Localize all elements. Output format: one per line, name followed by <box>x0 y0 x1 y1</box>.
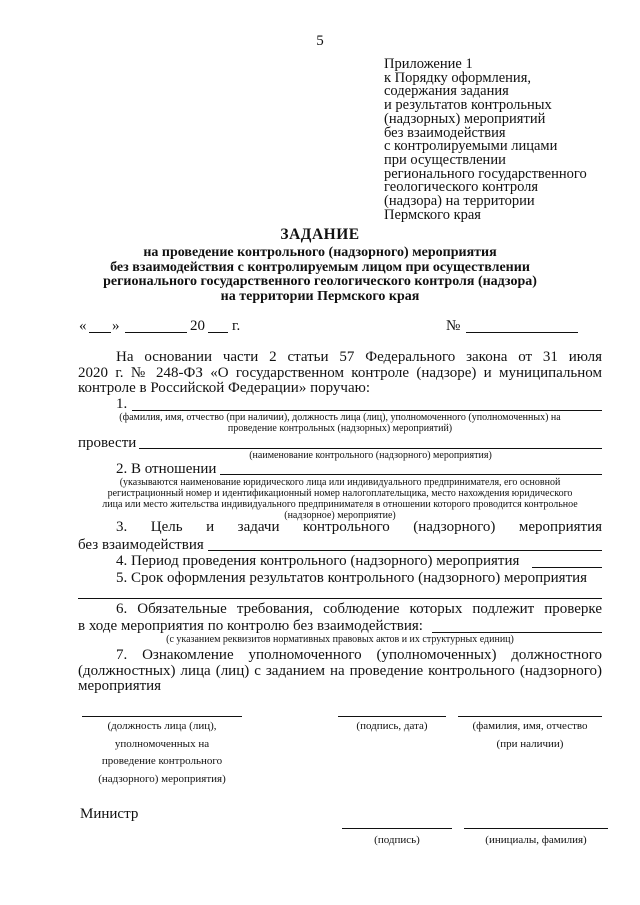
item3-field[interactable] <box>208 550 602 551</box>
item2-field[interactable] <box>220 474 602 475</box>
conduct-hint: (наименование контрольного (надзорного) мероприятия) <box>249 450 492 461</box>
hint-line: (фамилия, имя, отчество (при наличии), должность лица (лиц), уполномоченного (уполномоченных) на <box>119 412 561 423</box>
date-year-suffix: г. <box>232 318 241 334</box>
item6-text: 6. Обязательные требования, соблюдение которых подлежит проверке <box>116 601 602 617</box>
appendix-line: (надзора) на территории <box>384 193 535 210</box>
document-title: ЗАДАНИЕ <box>280 226 360 243</box>
item6-hint: (с указанием реквизитов нормативных правовых актов и их структурных единиц) <box>166 634 514 645</box>
hint-line: (надзорное) мероприятие) <box>284 510 396 521</box>
item3-text: 3. Цель и задачи контрольного (надзорного) мероприятия <box>116 519 602 535</box>
item7-line: (должностных) лица (лиц) с заданием на проведение контрольного (надзорного) <box>78 662 602 679</box>
conduct-field[interactable] <box>139 448 602 449</box>
basis-line: контроле в Российской Федерации» поручаю: <box>78 380 370 396</box>
conduct-label: провести <box>78 435 137 451</box>
minister-sign-caption: (подпись) <box>374 834 420 846</box>
date-open-quote: « <box>79 318 87 334</box>
caption-line: проведение контрольного <box>101 755 223 767</box>
item5-text: 5. Срок оформления результатов контрольного (надзорного) мероприятия <box>116 570 588 586</box>
item6-line2: в ходе мероприятия по контролю без взаимодействия: <box>78 618 423 634</box>
document-number-field[interactable] <box>466 332 578 333</box>
item4-text: 4. Период проведения контрольного (надзорного) мероприятия <box>116 553 520 569</box>
item4-field[interactable] <box>532 567 602 568</box>
sign-date-caption: (подпись, дата) <box>356 720 428 732</box>
date-day-field[interactable] <box>89 332 111 333</box>
item1-field[interactable] <box>132 410 602 411</box>
appendix-line: (надзорных) мероприятий <box>384 110 546 127</box>
appendix-line: к Порядку оформления, <box>384 69 531 86</box>
hint-line: регистрационный номер и идентификационный номер налогоплательщика, место нахождения юридического <box>107 488 573 499</box>
subtitle-line: без взаимодействия с контролируемым лицом при осуществлении <box>110 259 530 275</box>
hint-line: (указываются наименование юридического лица или индивидуального предпринимателя, его основной <box>119 477 561 488</box>
basis-line: На основании части 2 статьи 57 Федерального закона от 31 июля <box>116 349 602 365</box>
item6-line1 <box>116 602 602 618</box>
position-signature-line[interactable] <box>82 716 242 717</box>
item2-label: 2. В отношении <box>116 461 217 477</box>
caption-line: (надзорного) мероприятия) <box>98 772 226 785</box>
date-month-field[interactable] <box>125 332 187 333</box>
date-year-prefix: 20 <box>190 318 205 334</box>
appendix-line: без взаимодействия <box>384 124 506 141</box>
date-year-field[interactable] <box>208 332 228 333</box>
hint-line: лица или место жительства индивидуального предпринимателя в отношении которого проводится контрольное <box>102 499 578 510</box>
caption-line: (должность лица (лиц), <box>107 720 217 732</box>
item3-line1 <box>116 520 602 536</box>
document-subtitle <box>0 246 640 304</box>
minister-sign-line[interactable] <box>342 828 452 829</box>
hint-line: проведение контрольных (надзорных) мероприятий) <box>227 423 453 434</box>
basis-paragraph <box>78 350 602 397</box>
position-caption <box>82 718 242 788</box>
item5-field[interactable] <box>78 598 602 599</box>
minister-label: Министр <box>80 806 139 822</box>
subtitle-line: регионального государственного геологического контроля (надзора) <box>103 274 537 289</box>
appendix-line: Приложение 1 <box>384 56 473 72</box>
appendix-line: и результатов контрольных <box>384 97 552 114</box>
item1-label: 1. <box>116 396 128 412</box>
appendix-line: Пермского края <box>384 206 481 223</box>
item7-line: мероприятия <box>78 678 162 694</box>
appendix-line: с контролируемыми лицами <box>384 138 558 155</box>
number-sign: № <box>446 318 461 334</box>
full-name-line[interactable] <box>458 716 602 717</box>
caption-line: (при наличии) <box>496 737 564 750</box>
caption-line: уполномоченных на <box>114 737 210 750</box>
appendix-line: при осуществлении <box>384 151 506 168</box>
full-name-caption <box>458 718 602 753</box>
date-close-quote: » <box>112 318 120 334</box>
item1-hint <box>78 412 602 434</box>
appendix-line: содержания задания <box>384 83 509 100</box>
item3-line2: без взаимодействия <box>78 537 204 553</box>
minister-name-line[interactable] <box>464 828 608 829</box>
appendix-block <box>384 58 624 222</box>
item7-line: 7. Ознакомление уполномоченного (уполномоченных) должностного <box>116 647 602 663</box>
basis-line: 2020 г. № 248-ФЗ «О государственном контроле (надзоре) и муниципальном <box>78 364 602 381</box>
caption-line: (фамилия, имя, отчество <box>472 720 588 732</box>
item6-field[interactable] <box>432 632 602 633</box>
item2-hint <box>78 477 602 521</box>
minister-name-caption: (инициалы, фамилия) <box>485 834 587 846</box>
page-number: 5 <box>316 33 324 49</box>
sign-date-line[interactable] <box>338 716 446 717</box>
item7-paragraph <box>78 648 602 695</box>
appendix-line: регионального государственного <box>384 165 587 182</box>
subtitle-line: на территории Пермского края <box>220 288 420 304</box>
appendix-line: геологического контроля <box>384 179 539 196</box>
subtitle-line: на проведение контрольного (надзорного) мероприятия <box>143 245 497 260</box>
